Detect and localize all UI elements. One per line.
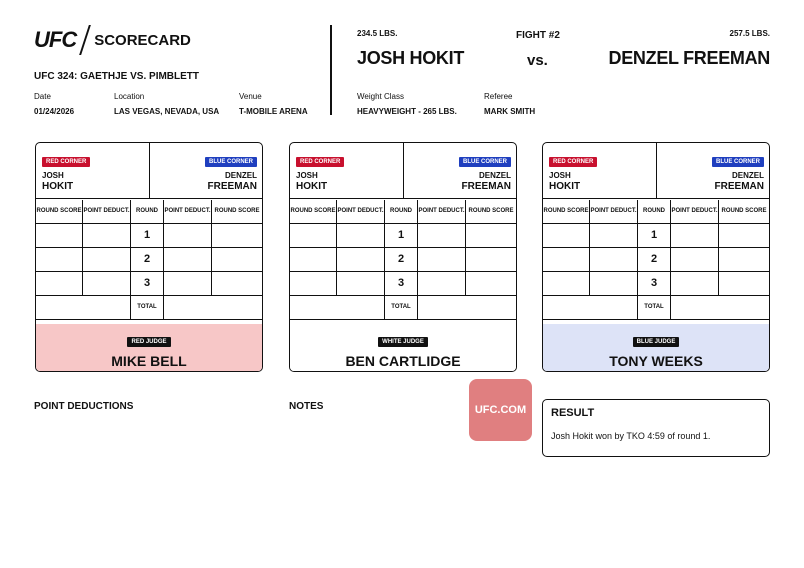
- round-row: [543, 224, 769, 248]
- red-corner-badge: RED CORNER: [549, 157, 597, 167]
- round-row: [290, 272, 516, 296]
- weight-class-value: HEAVYWEIGHT - 265 LBS.: [357, 107, 457, 116]
- blue-score-cell[interactable]: [466, 272, 516, 295]
- round-number: 1: [385, 224, 418, 247]
- red-score-cell[interactable]: [290, 248, 337, 271]
- judge-card-blue: [542, 142, 770, 372]
- judge-footer: [290, 324, 516, 372]
- blue-total-cell[interactable]: [671, 296, 769, 319]
- red-deduct-cell[interactable]: [83, 224, 131, 247]
- red-last-name: HOKIT: [42, 181, 74, 192]
- blue-score-cell[interactable]: [212, 224, 262, 247]
- col-red-round-score: ROUND SCORE: [543, 200, 590, 223]
- judge-badge: WHITE JUDGE: [378, 337, 428, 347]
- col-blue-point-deduct: POINT DEDUCT.: [671, 200, 719, 223]
- blue-deduct-cell[interactable]: [418, 248, 466, 271]
- round-number: 3: [385, 272, 418, 295]
- event-title: UFC 324: GAETHJE VS. PIMBLETT: [34, 71, 200, 82]
- col-blue-point-deduct: POINT DEDUCT.: [418, 200, 466, 223]
- judge-name: BEN CARTLIDGE: [345, 353, 461, 369]
- col-blue-round-score: ROUND SCORE: [721, 208, 767, 214]
- score-grid-header: [543, 200, 769, 224]
- result-text: Josh Hokit won by TKO 4:59 of round 1.: [551, 431, 711, 441]
- col-round: ROUND: [638, 200, 671, 223]
- round-row: [543, 272, 769, 296]
- blue-corner-cell: [150, 143, 263, 199]
- blue-deduct-cell[interactable]: [418, 224, 466, 247]
- red-deduct-cell[interactable]: [83, 248, 131, 271]
- versus-label: vs.: [527, 52, 548, 69]
- blue-score-cell[interactable]: [466, 248, 516, 271]
- blue-deduct-cell[interactable]: [671, 224, 719, 247]
- judge-badge: RED JUDGE: [127, 337, 170, 347]
- judge-footer: [36, 324, 262, 372]
- location-label: Location: [114, 92, 145, 101]
- blue-total-cell[interactable]: [164, 296, 262, 319]
- red-corner-cell: [36, 143, 150, 199]
- col-red-point-deduct: POINT DEDUCT.: [83, 200, 131, 223]
- red-deduct-cell[interactable]: [590, 272, 638, 295]
- red-last-name: HOKIT: [549, 181, 581, 192]
- blue-last-name: FREEMAN: [207, 181, 257, 192]
- ufc-logo-text: UFC: [34, 27, 77, 52]
- red-fighter-weight: 234.5 LBS.: [357, 29, 398, 38]
- blue-total-cell[interactable]: [418, 296, 516, 319]
- blue-deduct-cell[interactable]: [418, 272, 466, 295]
- blue-first-name: DENZEL: [732, 171, 764, 180]
- scorecard-label: SCORECARD: [94, 31, 191, 49]
- blue-score-cell[interactable]: [466, 224, 516, 247]
- round-row: [36, 272, 262, 296]
- red-score-cell[interactable]: [543, 272, 590, 295]
- round-row: [290, 248, 516, 272]
- red-total-cell[interactable]: [290, 296, 385, 319]
- judge-badge: BLUE JUDGE: [633, 337, 680, 347]
- blue-last-name: FREEMAN: [461, 181, 511, 192]
- blue-deduct-cell[interactable]: [671, 272, 719, 295]
- blue-deduct-cell[interactable]: [164, 272, 212, 295]
- red-score-cell[interactable]: [36, 248, 83, 271]
- total-label: TOTAL: [385, 296, 418, 319]
- blue-fighter-name: DENZEL FREEMAN: [608, 48, 770, 68]
- blue-corner-cell: [404, 143, 517, 199]
- score-grid-header: [290, 200, 516, 224]
- red-deduct-cell[interactable]: [590, 224, 638, 247]
- blue-corner-badge: BLUE CORNER: [205, 157, 257, 167]
- round-number: 3: [638, 272, 671, 295]
- red-first-name: JOSH: [296, 171, 318, 180]
- result-heading: RESULT: [551, 407, 595, 419]
- referee-value: MARK SMITH: [484, 107, 536, 116]
- red-score-cell[interactable]: [290, 224, 337, 247]
- red-score-cell[interactable]: [543, 248, 590, 271]
- blue-score-cell[interactable]: [212, 248, 262, 271]
- red-first-name: JOSH: [42, 171, 64, 180]
- score-grid: [290, 200, 516, 320]
- round-number: 1: [131, 224, 164, 247]
- round-number: 2: [385, 248, 418, 271]
- col-red-round-score: ROUND SCORE: [36, 200, 83, 223]
- col-round: ROUND: [385, 200, 418, 223]
- round-number: 1: [638, 224, 671, 247]
- red-score-cell[interactable]: [543, 224, 590, 247]
- total-row: [290, 296, 516, 320]
- blue-deduct-cell[interactable]: [164, 248, 212, 271]
- judge-footer: [543, 324, 769, 372]
- blue-score-cell[interactable]: [719, 272, 769, 295]
- blue-corner-badge: BLUE CORNER: [459, 157, 511, 167]
- point-deductions-label: POINT DEDUCTIONS: [34, 401, 134, 412]
- total-label: TOTAL: [131, 296, 164, 319]
- col-blue-point-deduct: POINT DEDUCT.: [164, 200, 212, 223]
- venue-value: T-MOBILE ARENA: [239, 107, 308, 116]
- col-red-round-score: ROUND SCORE: [290, 200, 337, 223]
- blue-fighter-weight: 257.5 LBS.: [729, 29, 770, 38]
- blue-deduct-cell[interactable]: [164, 224, 212, 247]
- ufc-com-stamp-text: UFC.COM: [474, 404, 527, 416]
- total-row: [543, 296, 769, 320]
- col-blue-round-score: ROUND SCORE: [214, 208, 260, 214]
- blue-first-name: DENZEL: [225, 171, 257, 180]
- red-deduct-cell[interactable]: [590, 248, 638, 271]
- red-deduct-cell[interactable]: [337, 248, 385, 271]
- blue-first-name: DENZEL: [479, 171, 511, 180]
- round-row: [36, 248, 262, 272]
- red-corner-badge: RED CORNER: [42, 157, 90, 167]
- red-score-cell[interactable]: [36, 272, 83, 295]
- red-fighter-name: JOSH HOKIT: [357, 48, 465, 68]
- round-number: 2: [131, 248, 164, 271]
- blue-corner-badge: BLUE CORNER: [712, 157, 764, 167]
- total-label: TOTAL: [638, 296, 671, 319]
- red-last-name: HOKIT: [296, 181, 328, 192]
- score-grid-header: [36, 200, 262, 224]
- score-grid: [543, 200, 769, 320]
- red-corner-cell: [543, 143, 657, 199]
- red-corner-cell: [290, 143, 404, 199]
- col-blue-round-score: ROUND SCORE: [468, 208, 514, 214]
- judge-name: MIKE BELL: [111, 353, 187, 369]
- notes-label: NOTES: [289, 401, 324, 412]
- referee-block: [484, 92, 535, 116]
- fight-number: FIGHT #2: [516, 30, 560, 41]
- col-round: ROUND: [131, 200, 164, 223]
- judge-name: TONY WEEKS: [609, 353, 703, 369]
- red-score-cell[interactable]: [36, 224, 83, 247]
- judge-card-white: [289, 142, 517, 372]
- red-deduct-cell[interactable]: [83, 272, 131, 295]
- corner-row: [543, 143, 769, 199]
- red-total-cell[interactable]: [36, 296, 131, 319]
- blue-last-name: FREEMAN: [714, 181, 764, 192]
- header-divider: [330, 25, 332, 115]
- blue-deduct-cell[interactable]: [671, 248, 719, 271]
- red-score-cell[interactable]: [290, 272, 337, 295]
- corner-row: [290, 143, 516, 199]
- corner-row: [36, 143, 262, 199]
- round-number: 3: [131, 272, 164, 295]
- location-value: LAS VEGAS, NEVADA, USA: [114, 107, 220, 116]
- ufc-com-stamp: [469, 379, 532, 441]
- ufc-scorecard-logo: [34, 25, 191, 55]
- blue-score-cell[interactable]: [719, 248, 769, 271]
- red-corner-badge: RED CORNER: [296, 157, 344, 167]
- referee-label: Referee: [484, 92, 513, 101]
- col-red-point-deduct: POINT DEDUCT.: [337, 200, 385, 223]
- red-deduct-cell[interactable]: [337, 224, 385, 247]
- round-row: [543, 248, 769, 272]
- venue-label: Venue: [239, 92, 262, 101]
- blue-corner-cell: [657, 143, 770, 199]
- red-first-name: JOSH: [549, 171, 571, 180]
- round-row: [36, 224, 262, 248]
- round-number: 2: [638, 248, 671, 271]
- date-label: Date: [34, 92, 51, 101]
- venue-block: [239, 92, 308, 116]
- judge-card-red: [35, 142, 263, 372]
- total-row: [36, 296, 262, 320]
- col-red-point-deduct: POINT DEDUCT.: [590, 200, 638, 223]
- weight-class-label: Weight Class: [357, 92, 404, 101]
- logo-slash: [79, 25, 91, 55]
- red-total-cell[interactable]: [543, 296, 638, 319]
- score-grid: [36, 200, 262, 320]
- red-deduct-cell[interactable]: [337, 272, 385, 295]
- date-block: [34, 92, 74, 116]
- location-block: [114, 92, 219, 116]
- blue-score-cell[interactable]: [719, 224, 769, 247]
- date-value: 01/24/2026: [34, 107, 75, 116]
- round-row: [290, 224, 516, 248]
- result-box: [542, 399, 770, 457]
- blue-score-cell[interactable]: [212, 272, 262, 295]
- weight-class-block: [357, 92, 457, 116]
